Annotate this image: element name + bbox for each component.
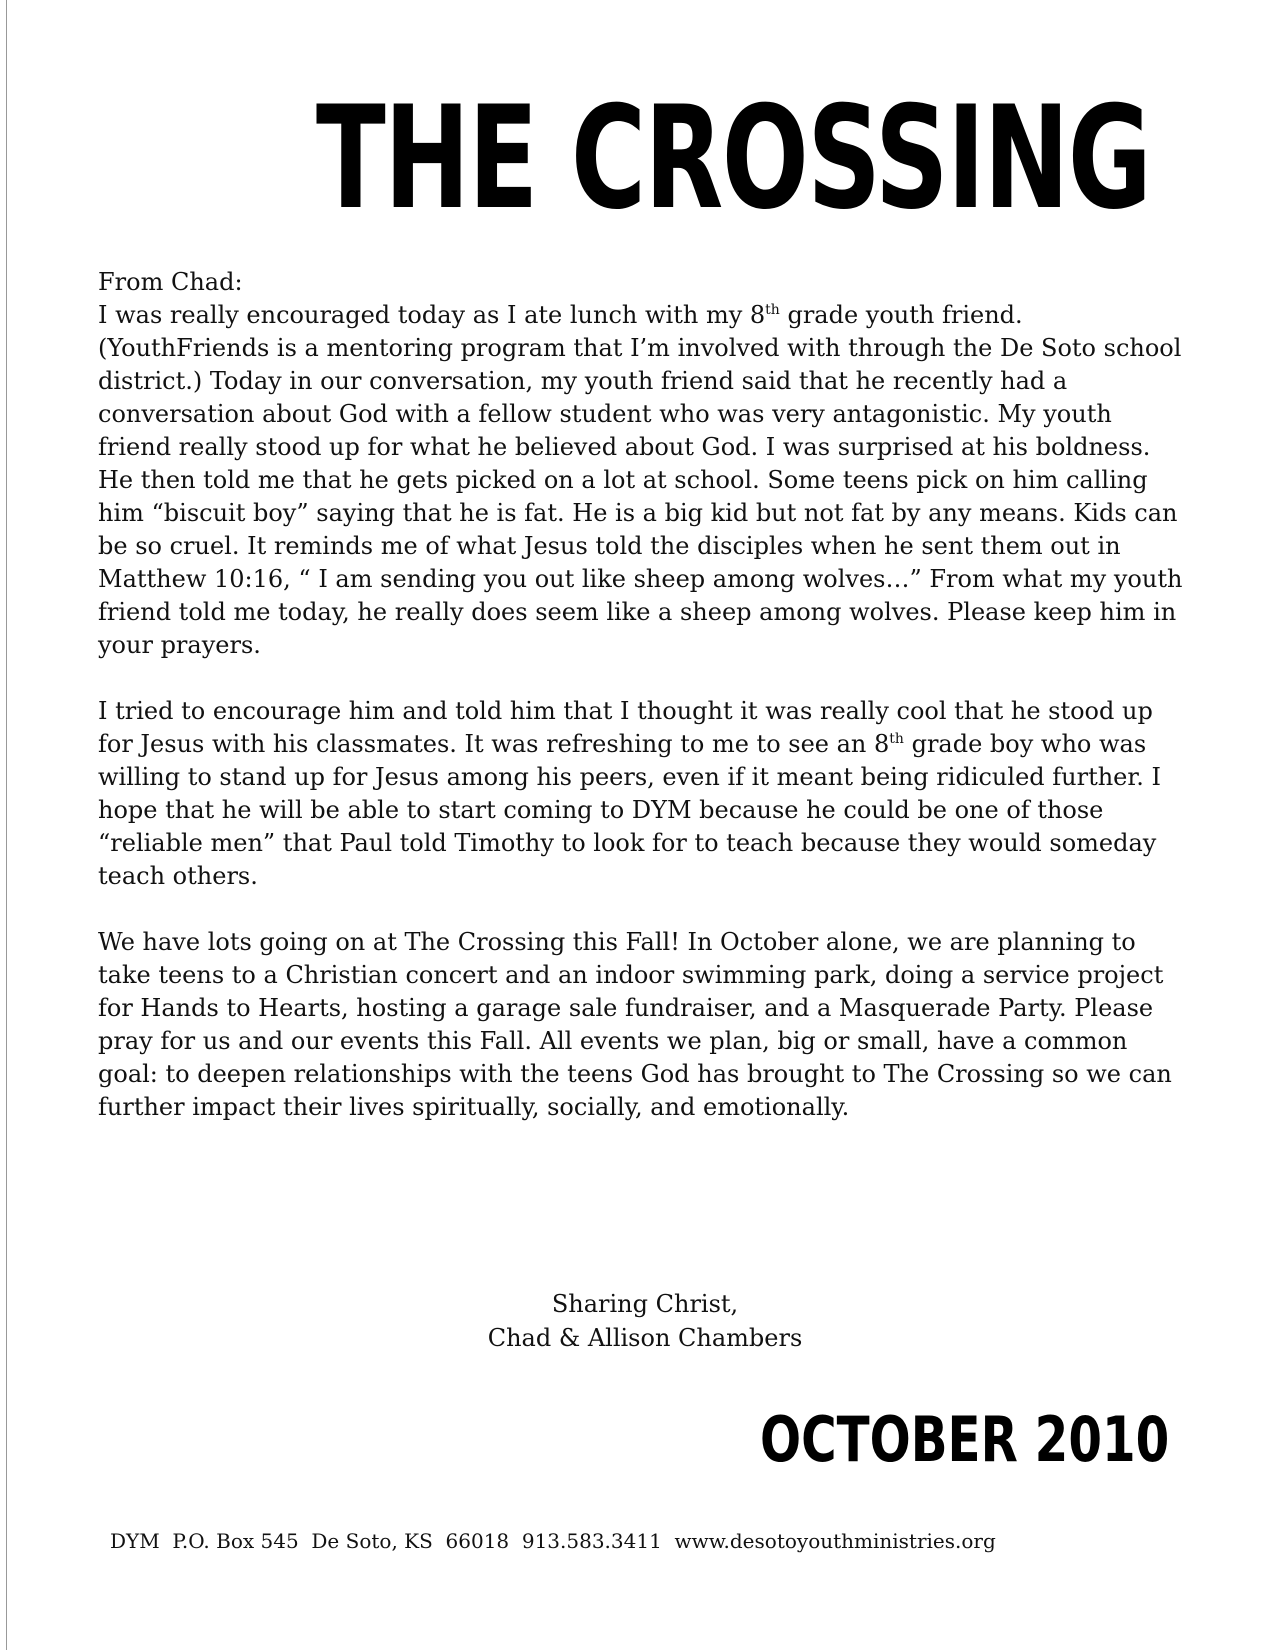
paragraph-2-text-b: grade boy who was willing to stand up for Jesus among his peers, even if it meant being ridiculed further. I hope that he will be able to start coming to DYM because he could be one of those “reliable men” that Paul told Timothy to look for to teach because they would someday teach others.	[98, 730, 1161, 890]
superscript-th: th	[765, 302, 780, 318]
paragraph-2-text-a: I tried to encourage him and told him that I thought it was really cool that he stood up for Jesus with his classmates. It was refreshing to me to see an 8	[98, 697, 1153, 758]
paragraph-1-text-a: I was really encouraged today as I ate lunch with my 8	[98, 301, 766, 329]
letter-paragraph-3: We have lots going on at The Crossing this Fall! In October alone, we are planning to take teens to a Christian concert and an indoor swimming park, doing a service project for Hands to Hearts, hosting a garage sale fundraiser, and a Masquerade Party. Please pray for us and our events this Fall. All events we plan, big or small, have a common goal: to deepen relationships with the teens God has brought to The Crossing so we can further impact their lives spiritually, socially, and emotionally.	[98, 928, 1172, 1121]
letter-paragraph-2	[98, 695, 1188, 893]
contact-footer: DYM P.O. Box 545 De Soto, KS 66018 913.583.3411 www.desotoyouthministries.org	[110, 1529, 996, 1553]
closing-line-1: Sharing Christ,	[551, 1290, 739, 1318]
newsletter-title: THE CROSSING	[316, 76, 1151, 241]
page-edge-line	[6, 0, 7, 1650]
closing-signature-names: Chad & Allison Chambers	[487, 1324, 803, 1352]
letter-paragraph-1	[98, 299, 1188, 662]
paragraph-1-text-b: grade youth friend. (YouthFriends is a mentoring program that I’m involved with through the De Soto school district.) Today in our conversation, my youth friend said that he recently had a conversation about God with a fellow student who was very antagonistic. My youth friend really stood up for what he believed about God. I was surprised at his boldness. He then told me that he gets picked on a lot at school. Some teens pick on him calling him “biscuit boy” saying that he is fat. He is a big kid but not fat by any means. Kids can be so cruel. It reminds me of what Jesus told the disciples when he sent them out in Matthew 10:16, “ I am sending you out like sheep among wolves…” From what my youth friend told me today, he really does seem like a sheep among wolves. Please keep him in your prayers.	[98, 301, 1183, 659]
issue-date: OCTOBER 2010	[760, 1403, 1170, 1476]
letter-salutation: From Chad:	[98, 268, 243, 296]
letter-body	[98, 266, 1188, 1157]
superscript-th: th	[889, 731, 904, 747]
letter-closing	[440, 1287, 850, 1355]
